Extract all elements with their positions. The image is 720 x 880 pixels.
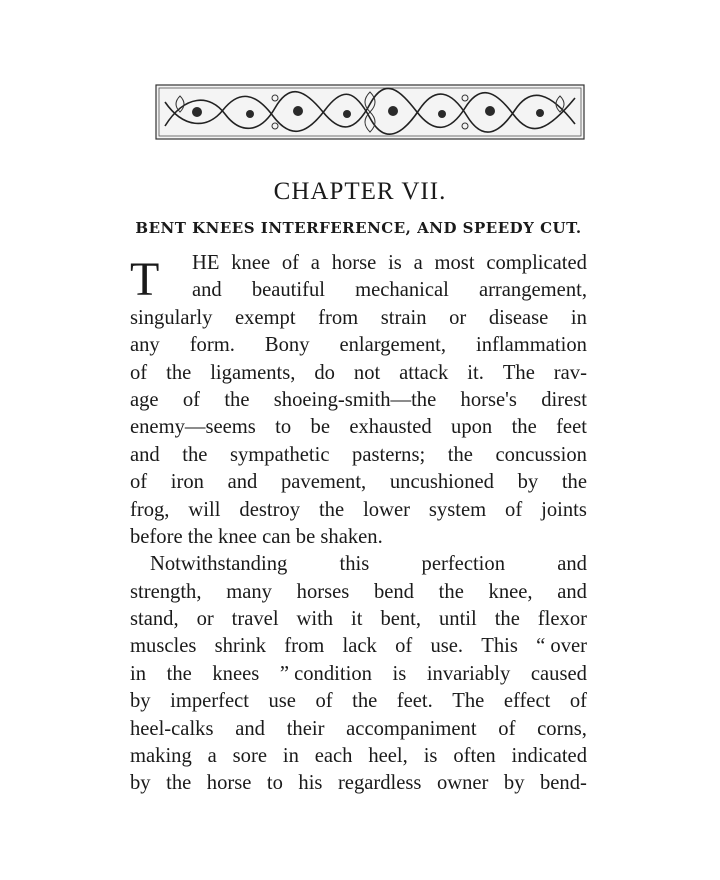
word: This xyxy=(481,635,518,658)
word: attack xyxy=(399,361,449,384)
word: the xyxy=(166,361,192,384)
word: iron xyxy=(170,471,204,494)
word: of xyxy=(130,471,148,494)
text-line xyxy=(130,305,587,332)
word: frog, xyxy=(130,498,170,521)
text-line xyxy=(130,633,587,660)
word: caused xyxy=(530,662,587,685)
word: disease xyxy=(488,306,549,329)
text-line xyxy=(130,770,587,797)
word: it xyxy=(351,608,363,631)
drop-cap: T xyxy=(130,253,160,306)
word: accompaniment xyxy=(346,717,477,740)
word: feet xyxy=(556,416,587,439)
word: is xyxy=(388,252,402,274)
word: pasterns; xyxy=(352,443,426,466)
word: perfection xyxy=(421,553,506,576)
word: and xyxy=(557,580,587,603)
word: it. xyxy=(467,361,484,384)
word: until xyxy=(438,608,477,631)
text-line xyxy=(130,551,587,578)
word: Notwithstanding xyxy=(150,553,288,576)
word: and xyxy=(130,443,160,466)
word: to xyxy=(275,416,292,439)
word: use. xyxy=(430,635,464,658)
word: many xyxy=(226,580,272,603)
word: the xyxy=(166,772,192,795)
word: bend- xyxy=(540,772,587,795)
word: indicated xyxy=(511,745,587,768)
word: of xyxy=(315,690,333,713)
word: often xyxy=(453,745,496,768)
word: exhausted xyxy=(349,416,432,439)
word: or xyxy=(449,306,467,329)
word: the xyxy=(182,443,208,466)
word: arrangement, xyxy=(478,279,587,302)
text-line: before the knee can be shaken. xyxy=(130,525,383,548)
word: of xyxy=(569,690,587,713)
word: regardless xyxy=(337,772,422,795)
word: shoeing-smith—the xyxy=(273,388,437,411)
word: by xyxy=(130,772,151,795)
word: to xyxy=(266,772,283,795)
word: horse's xyxy=(460,388,517,411)
word: beautiful xyxy=(251,279,326,302)
word: complicated xyxy=(486,252,587,274)
paragraph-1 xyxy=(130,250,587,551)
word: in xyxy=(570,306,587,329)
word: the xyxy=(438,580,464,603)
word: owner xyxy=(436,772,489,795)
text-line xyxy=(130,469,587,496)
chapter-subtitle: BENT KNEES INTERFERENCE, AND SPEEDY CUT. xyxy=(135,219,582,237)
word: singularly xyxy=(130,306,213,329)
word: concussion xyxy=(495,443,587,466)
body-text xyxy=(130,250,587,798)
word: knee, xyxy=(488,580,533,603)
word: any xyxy=(130,334,160,357)
text-line xyxy=(130,497,587,524)
word: age xyxy=(130,388,159,411)
word: making xyxy=(130,745,192,768)
word: is xyxy=(423,745,438,768)
text-line xyxy=(130,606,587,633)
word: invariably xyxy=(426,662,511,685)
word: a xyxy=(207,745,217,768)
text-line xyxy=(130,688,587,715)
word: do xyxy=(314,361,335,384)
word: HE xyxy=(192,252,220,274)
word: uncushioned xyxy=(389,471,494,494)
word: not xyxy=(353,361,381,384)
word: corns, xyxy=(537,717,587,740)
word: The xyxy=(502,361,535,384)
word: heel-calks xyxy=(130,717,214,740)
word: system xyxy=(428,498,487,521)
word: in xyxy=(130,662,147,685)
word: of xyxy=(395,635,413,658)
word: or xyxy=(196,608,214,631)
word: of xyxy=(498,717,516,740)
word: destroy xyxy=(239,498,301,521)
text-line xyxy=(130,716,587,743)
text-line xyxy=(130,442,587,469)
word: sore xyxy=(232,745,267,768)
word: pavement, xyxy=(281,471,367,494)
word: ligaments, xyxy=(210,361,296,384)
word: most xyxy=(434,252,475,274)
chapter-title: CHAPTER VII. xyxy=(273,178,447,205)
word: and xyxy=(227,471,258,494)
word: direst xyxy=(541,388,587,411)
word: use xyxy=(268,690,296,713)
word: be xyxy=(310,416,330,439)
word: shrink xyxy=(214,635,267,658)
paragraph-2 xyxy=(130,551,587,798)
word: horse xyxy=(206,772,252,795)
word: rav- xyxy=(553,361,587,384)
word: feet. xyxy=(396,690,433,713)
word: is xyxy=(392,662,407,685)
word: each xyxy=(314,745,353,768)
word: knee xyxy=(231,252,271,274)
word: horses xyxy=(296,580,350,603)
text-line xyxy=(130,387,587,414)
word: a xyxy=(310,252,320,274)
word: the xyxy=(447,443,473,466)
word: mechanical xyxy=(355,279,449,302)
word: enemy—seems xyxy=(130,416,256,439)
word: exempt xyxy=(234,306,296,329)
word: of xyxy=(182,388,201,411)
word: horse xyxy=(331,252,377,274)
word: travel xyxy=(231,608,279,631)
text-line xyxy=(130,661,587,688)
word: and xyxy=(192,279,222,302)
word: upon xyxy=(451,416,493,439)
word: of xyxy=(505,498,523,521)
word: knees xyxy=(212,662,260,685)
word: the xyxy=(561,471,587,494)
word: The xyxy=(452,690,485,713)
word: strain xyxy=(380,306,427,329)
word: lack xyxy=(342,635,377,658)
word: bent, xyxy=(380,608,422,631)
word: bend xyxy=(373,580,414,603)
word: this xyxy=(339,553,370,576)
text-line xyxy=(130,579,587,606)
word: of xyxy=(130,361,148,384)
word: and xyxy=(557,553,587,576)
word: joints xyxy=(541,498,587,521)
text-line xyxy=(130,360,587,387)
word: the xyxy=(166,662,192,685)
word: the xyxy=(224,388,250,411)
word: Bony xyxy=(264,334,310,357)
word: with xyxy=(296,608,334,631)
word: ” condition xyxy=(279,662,372,685)
word: inflammation xyxy=(476,334,587,357)
word: imperfect xyxy=(170,690,249,713)
word: from xyxy=(318,306,359,329)
word: sympathetic xyxy=(229,443,330,466)
word: in xyxy=(282,745,299,768)
word: strength, xyxy=(130,580,202,603)
text-line xyxy=(130,414,587,441)
word: of xyxy=(281,252,300,274)
word: muscles xyxy=(130,635,197,658)
decorative-header-ornament xyxy=(155,84,585,140)
word: the xyxy=(352,690,378,713)
text-line xyxy=(130,277,587,304)
text-line xyxy=(130,743,587,770)
word: from xyxy=(284,635,325,658)
word: the xyxy=(494,608,520,631)
word: flexor xyxy=(537,608,587,631)
word: the xyxy=(511,416,537,439)
word: will xyxy=(188,498,221,521)
word: the xyxy=(318,498,345,521)
word: effect xyxy=(503,690,551,713)
word: heel, xyxy=(368,745,408,768)
word: form. xyxy=(189,334,235,357)
word: their xyxy=(286,717,325,740)
word: and xyxy=(235,717,265,740)
word: by xyxy=(517,471,539,494)
word: stand, xyxy=(130,608,179,631)
word: enlargement, xyxy=(339,334,447,357)
text-line xyxy=(130,250,587,277)
word: by xyxy=(130,690,151,713)
word: “ over xyxy=(536,635,587,658)
word: by xyxy=(503,772,525,795)
text-line xyxy=(130,332,587,359)
word: lower xyxy=(363,498,410,521)
word: a xyxy=(413,252,423,274)
word: his xyxy=(298,772,323,795)
